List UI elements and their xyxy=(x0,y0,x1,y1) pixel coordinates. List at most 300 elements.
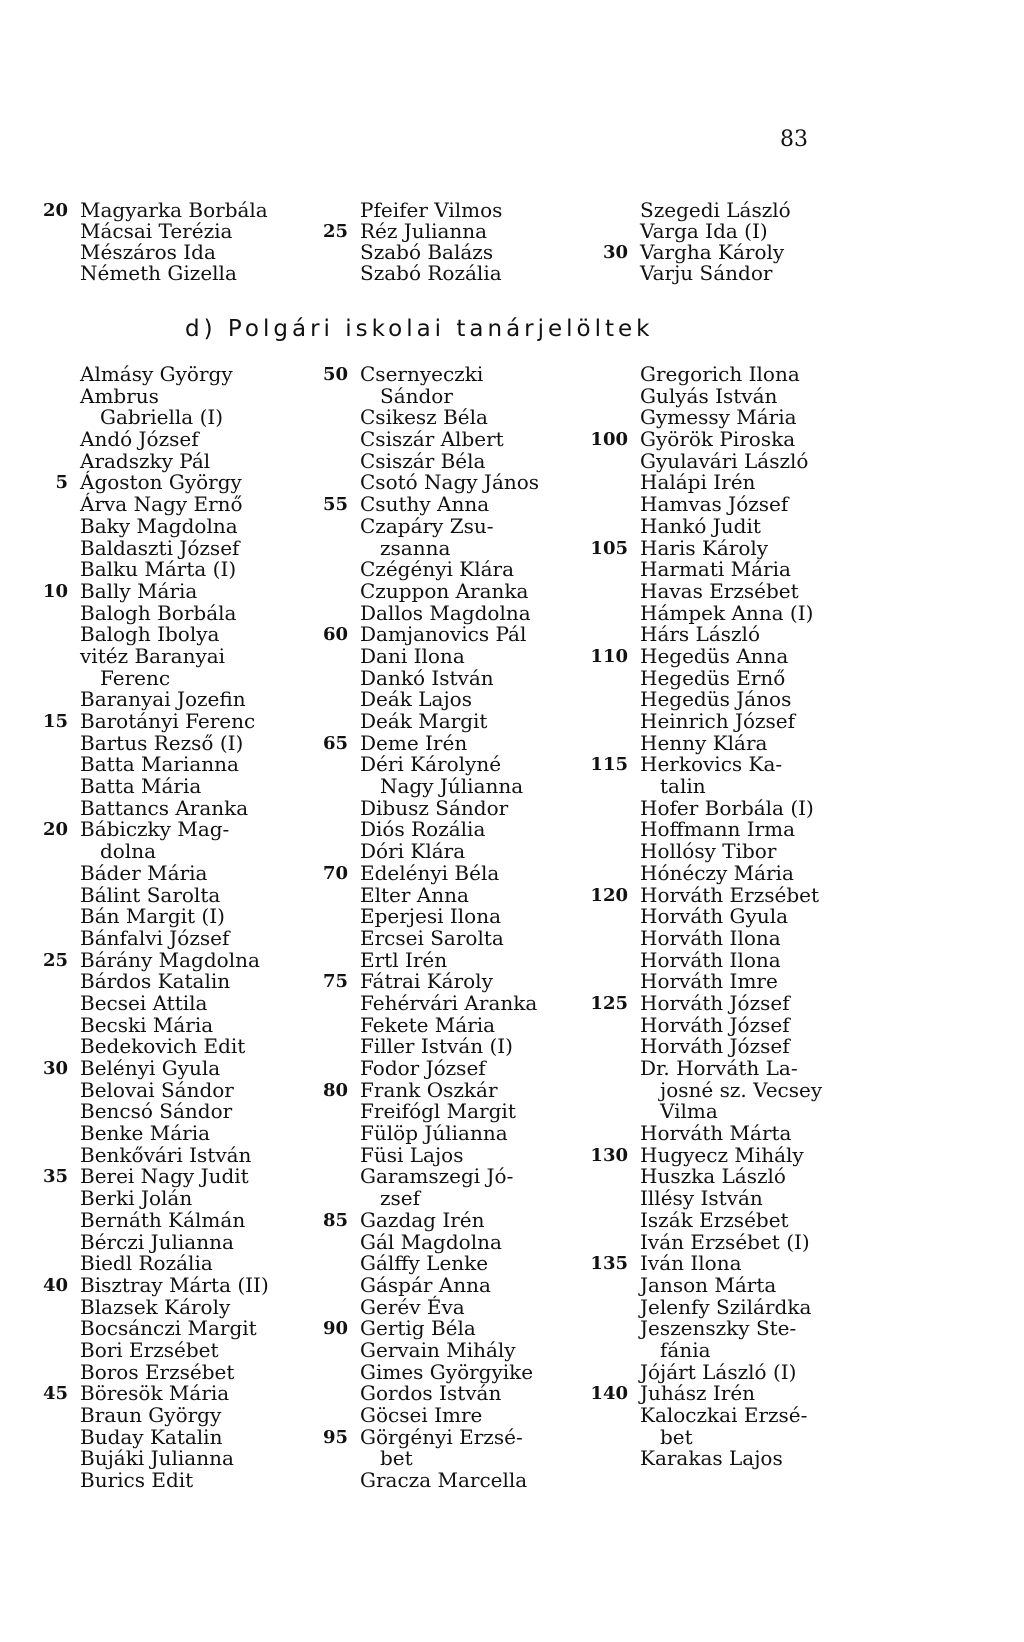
entry-name: Czapáry Zsu- xyxy=(360,513,494,538)
entry-name: Sándor xyxy=(380,383,453,408)
entry-name: Frank Oszkár xyxy=(360,1077,498,1102)
entry-name: Baldaszti József xyxy=(80,535,240,560)
entry-name: Bocsánczi Margit xyxy=(80,1316,257,1341)
entry-number: 80 xyxy=(322,1079,348,1101)
entry-number: 110 xyxy=(590,645,628,667)
list-item xyxy=(640,448,890,473)
candidate-column-3 xyxy=(590,362,890,1471)
entry-name: Battancs Aranka xyxy=(80,795,249,820)
entry-name: Bally Mária xyxy=(80,578,198,603)
entry-name: Edelényi Béla xyxy=(360,860,500,885)
list-item xyxy=(360,1272,600,1297)
list-item xyxy=(80,1337,330,1362)
entry-name: Horváth Ilona xyxy=(640,947,781,972)
entry-name: Balku Márta (I) xyxy=(80,557,237,582)
entry-name: Bori Erzsébet xyxy=(80,1337,219,1362)
entry-name: Hegedüs János xyxy=(640,687,792,712)
entry-name: Hollósy Tibor xyxy=(640,839,777,864)
entry-number: 140 xyxy=(590,1383,628,1405)
list-item xyxy=(590,1251,890,1276)
entry-name: josné sz. Vecsey xyxy=(660,1077,823,1102)
list-item xyxy=(360,1101,600,1123)
entry-name: Gordos István xyxy=(360,1381,502,1406)
entry-name: Bérczi Julianna xyxy=(80,1229,234,1254)
list-item xyxy=(590,1142,890,1167)
list-item xyxy=(80,1188,330,1210)
list-item xyxy=(80,882,330,907)
list-item xyxy=(360,906,600,928)
list-item xyxy=(640,841,890,863)
entry-name: Bárány Magdolna xyxy=(80,947,260,972)
entry-name: Bernáth Kálmán xyxy=(80,1207,246,1232)
list-item xyxy=(360,754,600,776)
list-item xyxy=(80,1077,330,1102)
entry-name: Czégényi Klára xyxy=(360,557,514,582)
list-item xyxy=(360,383,600,408)
list-item xyxy=(590,1381,890,1406)
list-item xyxy=(42,1164,330,1189)
list-item xyxy=(322,1207,600,1232)
list-item xyxy=(590,643,890,668)
list-item xyxy=(360,1123,600,1145)
list-item xyxy=(640,1166,890,1188)
entry-name: Csiszár Béla xyxy=(360,448,486,473)
list-item xyxy=(80,448,330,473)
list-item xyxy=(42,817,330,842)
list-item xyxy=(640,578,890,603)
list-item xyxy=(42,578,330,603)
list-item xyxy=(360,1405,600,1427)
entry-name: Gabriella (I) xyxy=(100,405,224,430)
entry-name: Szabó Rozália xyxy=(360,261,502,285)
list-item xyxy=(360,200,600,221)
entry-number: 120 xyxy=(590,884,628,906)
entry-name: Horváth József xyxy=(640,990,790,1015)
list-item xyxy=(322,362,600,386)
list-item xyxy=(55,470,330,495)
list-item xyxy=(640,1229,890,1254)
entry-number: 95 xyxy=(322,1426,348,1448)
top-column-1 xyxy=(42,198,330,285)
list-item xyxy=(360,925,600,950)
list-item xyxy=(80,494,330,516)
list-item xyxy=(360,407,600,429)
list-item xyxy=(640,559,890,581)
list-item xyxy=(80,643,330,668)
entry-name: Iván Ilona xyxy=(640,1251,742,1276)
entry-name: Görgényi Erzsé- xyxy=(360,1424,523,1449)
entry-name: Varju Sándor xyxy=(640,261,773,285)
list-item xyxy=(640,1101,890,1123)
entry-name: Hegedüs Ernő xyxy=(640,665,786,690)
entry-name: Braun György xyxy=(80,1403,222,1427)
entry-name: Dr. Horváth La- xyxy=(640,1056,798,1080)
list-item xyxy=(80,776,330,798)
list-item xyxy=(640,860,890,885)
entry-number: 15 xyxy=(42,711,68,732)
entry-name: Horváth Márta xyxy=(640,1121,792,1146)
entry-name: Bujáki Julianna xyxy=(80,1446,234,1471)
list-item xyxy=(80,665,330,690)
list-item xyxy=(80,1253,330,1275)
list-item xyxy=(640,819,890,841)
entry-name: Havas Erzsébet xyxy=(640,578,799,603)
list-item xyxy=(322,860,600,885)
entry-number: 30 xyxy=(42,1058,68,1079)
list-item xyxy=(640,1318,890,1340)
list-item xyxy=(80,990,330,1015)
entry-name: Göcsei Imre xyxy=(360,1403,483,1427)
entry-name: Kaloczkai Erzsé- xyxy=(640,1403,808,1427)
list-item xyxy=(80,407,330,429)
list-item xyxy=(80,971,330,993)
entry-name: Gazdag Irén xyxy=(360,1207,485,1232)
list-item xyxy=(360,882,600,907)
list-item xyxy=(360,600,600,625)
entry-name: Gervain Mihály xyxy=(360,1337,516,1362)
entry-name: Fekete Mária xyxy=(360,1012,496,1037)
entry-number: 125 xyxy=(590,992,628,1014)
entry-name: Hoffmann Irma xyxy=(640,817,796,842)
entry-name: Árva Nagy Ernő xyxy=(80,492,243,517)
entry-name: Baky Magdolna xyxy=(80,513,238,538)
entry-name: Berei Nagy Judit xyxy=(80,1164,249,1189)
entry-number: 65 xyxy=(322,732,348,754)
entry-number: 105 xyxy=(590,537,628,559)
entry-name: Andó József xyxy=(80,427,199,452)
list-item xyxy=(360,947,600,972)
list-item xyxy=(640,221,890,242)
entry-name: bet xyxy=(380,1446,413,1471)
list-item xyxy=(80,624,330,646)
list-item xyxy=(360,1253,600,1275)
list-item xyxy=(360,242,600,263)
entry-name: Fátrai Károly xyxy=(360,969,493,994)
list-item xyxy=(640,263,890,284)
entry-name: Balogh Borbála xyxy=(80,600,237,625)
list-item xyxy=(360,819,600,841)
entry-name: Aradszky Pál xyxy=(80,448,211,473)
list-item xyxy=(640,925,890,950)
entry-name: Bencsó Sándor xyxy=(80,1099,233,1124)
entry-name: Dibusz Sándor xyxy=(360,795,509,820)
list-item xyxy=(640,407,890,429)
entry-name: Buday Katalin xyxy=(80,1424,223,1449)
list-item xyxy=(360,1036,600,1058)
list-item xyxy=(360,841,600,863)
list-item xyxy=(360,448,600,473)
entry-name: Dallos Magdolna xyxy=(360,600,531,625)
list-item xyxy=(80,841,330,863)
list-item xyxy=(640,624,890,646)
entry-name: Csernyeczki xyxy=(360,362,484,386)
entry-name: Deme Irén xyxy=(360,730,468,755)
entry-name: Gálffy Lenke xyxy=(360,1251,489,1276)
entry-name: Gulyás István xyxy=(640,383,778,408)
list-item xyxy=(640,1448,890,1470)
entry-name: Bárdos Katalin xyxy=(80,969,231,994)
list-item xyxy=(640,200,890,221)
entry-name: Batta Mária xyxy=(80,774,202,799)
entry-name: Hámpek Anna (I) xyxy=(640,600,814,625)
entry-name: Ágoston György xyxy=(80,470,242,495)
entry-name: Halápi Irén xyxy=(640,470,756,495)
entry-name: Bálint Sarolta xyxy=(80,882,221,907)
list-item xyxy=(360,559,600,581)
entry-name: Benkővári István xyxy=(80,1142,252,1167)
entry-name: Ferenc xyxy=(100,665,171,690)
entry-name: Szabó Balázs xyxy=(360,240,494,264)
list-item xyxy=(80,513,330,538)
list-item xyxy=(80,1036,330,1058)
entry-number: 25 xyxy=(322,221,348,242)
entry-name: Harmati Mária xyxy=(640,557,791,582)
entry-name: Huszka László xyxy=(640,1164,786,1189)
list-item xyxy=(80,429,330,451)
entry-name: Dóri Klára xyxy=(360,839,466,864)
entry-number: 55 xyxy=(322,494,348,516)
entry-name: Ertl Irén xyxy=(360,947,448,972)
list-item xyxy=(80,1207,330,1232)
list-item xyxy=(640,1272,890,1297)
entry-name: Deák Margit xyxy=(360,709,488,733)
entry-number: 60 xyxy=(322,624,348,646)
entry-name: Filler István (I) xyxy=(360,1034,513,1059)
entry-name: vitéz Baranyai xyxy=(80,643,226,668)
list-item xyxy=(80,600,330,625)
entry-number: 90 xyxy=(322,1318,348,1340)
list-item xyxy=(322,622,600,647)
entry-name: Burics Edit xyxy=(80,1468,194,1493)
entry-name: Bedekovich Edit xyxy=(80,1034,246,1059)
list-item xyxy=(80,1359,330,1384)
entry-name: Belovai Sándor xyxy=(80,1077,234,1102)
entry-name: Magyarka Borbála xyxy=(80,198,268,222)
list-item xyxy=(640,689,890,711)
list-item xyxy=(80,364,330,386)
entry-name: Hónéczy Mária xyxy=(640,860,794,885)
list-item xyxy=(640,665,890,690)
list-item xyxy=(80,1294,330,1319)
list-item xyxy=(322,969,600,994)
list-item xyxy=(322,1077,600,1102)
list-item xyxy=(360,578,600,603)
entry-name: Csikesz Béla xyxy=(360,405,488,430)
list-item xyxy=(640,1424,890,1449)
list-item xyxy=(360,472,600,494)
entry-name: Freifógl Margit xyxy=(360,1099,516,1124)
list-item xyxy=(80,1405,330,1427)
list-item xyxy=(360,1359,600,1384)
list-item xyxy=(80,1229,330,1254)
list-item xyxy=(360,1470,600,1492)
list-item xyxy=(80,689,330,711)
list-item xyxy=(640,1405,890,1427)
entry-number: 30 xyxy=(602,242,628,263)
list-item xyxy=(360,795,600,820)
entry-name: Horváth Ilona xyxy=(640,925,781,950)
list-item xyxy=(80,221,330,242)
list-item xyxy=(640,513,890,538)
entry-name: Hofer Borbála (I) xyxy=(640,795,814,820)
list-item xyxy=(640,971,890,993)
entry-name: Fehérvári Aranka xyxy=(360,990,538,1015)
entry-number: 10 xyxy=(42,580,68,602)
list-item xyxy=(640,730,890,755)
entry-name: Mészáros Ida xyxy=(80,240,216,264)
list-item xyxy=(360,1166,600,1188)
list-item xyxy=(42,198,330,222)
entry-name: Bánfalvi József xyxy=(80,925,230,950)
entry-name: Jeszenszky Ste- xyxy=(640,1316,797,1341)
entry-name: Barotányi Ferenc xyxy=(80,709,256,733)
list-item xyxy=(80,795,330,820)
entry-number: 5 xyxy=(55,472,68,494)
list-item xyxy=(640,1337,890,1362)
entry-number: 35 xyxy=(42,1166,68,1188)
list-item xyxy=(42,1381,330,1406)
list-item xyxy=(602,240,890,264)
entry-name: Gerév Éva xyxy=(360,1294,465,1319)
list-item xyxy=(640,1012,890,1037)
entry-name: Györök Piroska xyxy=(640,427,796,452)
candidate-column-2 xyxy=(322,362,600,1493)
entry-number: 130 xyxy=(590,1144,628,1166)
entry-name: dolna xyxy=(100,839,157,864)
list-item xyxy=(80,1318,330,1340)
list-item xyxy=(360,1294,600,1319)
entry-name: Hegedüs Anna xyxy=(640,643,789,668)
entry-name: Gyulavári László xyxy=(640,448,809,473)
entry-number: 70 xyxy=(322,862,348,884)
entry-name: bet xyxy=(660,1424,693,1449)
list-item xyxy=(640,776,890,798)
list-item xyxy=(640,472,890,494)
list-item xyxy=(640,906,890,928)
list-item xyxy=(640,711,890,733)
list-item xyxy=(360,643,600,668)
list-item xyxy=(322,219,600,243)
entry-name: Diós Rozália xyxy=(360,817,486,842)
list-item xyxy=(80,860,330,885)
entry-name: talin xyxy=(660,774,706,799)
entry-number: 20 xyxy=(42,819,68,841)
entry-name: Benke Mária xyxy=(80,1121,211,1146)
list-item xyxy=(640,947,890,972)
list-item xyxy=(80,1012,330,1037)
entry-name: Réz Julianna xyxy=(360,219,488,243)
list-item xyxy=(80,1123,330,1145)
list-item xyxy=(590,535,890,560)
list-item xyxy=(360,776,600,798)
entry-name: Czuppon Aranka xyxy=(360,578,529,603)
entry-name: Gáspár Anna xyxy=(360,1272,491,1297)
top-column-3 xyxy=(602,198,890,285)
entry-name: Fodor József xyxy=(360,1056,486,1080)
entry-name: Jelenfy Szilárdka xyxy=(640,1294,812,1319)
entry-name: Pfeifer Vilmos xyxy=(360,198,503,222)
list-item xyxy=(360,689,600,711)
list-item xyxy=(322,730,600,755)
entry-name: Henny Klára xyxy=(640,730,768,755)
entry-name: Blazsek Károly xyxy=(80,1294,231,1319)
list-item xyxy=(640,1294,890,1319)
list-item xyxy=(80,925,330,950)
list-item xyxy=(360,1448,600,1470)
entry-name: Boros Erzsébet xyxy=(80,1359,235,1384)
entry-name: zsanna xyxy=(380,535,451,560)
entry-number: 75 xyxy=(322,971,348,993)
list-item xyxy=(360,990,600,1015)
entry-name: Bábiczky Mag- xyxy=(80,817,230,842)
list-item xyxy=(360,665,600,690)
list-item xyxy=(80,1448,330,1470)
entry-number: 40 xyxy=(42,1274,68,1296)
entry-name: Horváth Erzsébet xyxy=(640,882,820,907)
list-item xyxy=(590,427,890,452)
entry-name: Iván Erzsébet (I) xyxy=(640,1229,810,1254)
entry-name: Hárs László xyxy=(640,622,760,647)
entry-name: Berki Jolán xyxy=(80,1186,193,1211)
list-item xyxy=(80,242,330,263)
list-item xyxy=(80,906,330,928)
list-item xyxy=(640,383,890,408)
list-item xyxy=(42,947,330,972)
section-heading: d) Polgári iskolai tanárjelöltek xyxy=(185,316,654,342)
list-item xyxy=(322,492,600,517)
list-item xyxy=(640,1058,890,1080)
entry-name: Dani Ilona xyxy=(360,643,465,668)
entry-name: Hugyecz Mihály xyxy=(640,1142,804,1167)
entry-number: 100 xyxy=(590,429,628,451)
entry-name: Eperjesi Ilona xyxy=(360,904,501,929)
entry-name: Iszák Erzsébet xyxy=(640,1207,789,1232)
list-item xyxy=(42,1272,330,1297)
entry-name: Jójárt László (I) xyxy=(640,1359,797,1384)
list-item xyxy=(640,795,890,820)
entry-name: Almásy György xyxy=(80,362,233,386)
list-item xyxy=(80,1470,330,1492)
list-item xyxy=(360,1383,600,1405)
list-item xyxy=(80,559,330,581)
entry-name: Horváth Gyula xyxy=(640,904,789,929)
entry-name: Juhász Irén xyxy=(640,1381,756,1406)
entry-name: Balogh Ibolya xyxy=(80,622,220,647)
entry-name: Baranyai Jozefin xyxy=(80,687,246,712)
list-item xyxy=(360,711,600,733)
list-item xyxy=(360,1058,600,1080)
entry-name: Bán Margit (I) xyxy=(80,904,225,929)
list-item xyxy=(322,1316,600,1341)
list-item xyxy=(360,535,600,560)
entry-name: Vargha Károly xyxy=(640,240,785,264)
list-item xyxy=(42,1056,330,1080)
list-item xyxy=(360,1012,600,1037)
entry-name: Damjanovics Pál xyxy=(360,622,527,647)
list-item xyxy=(80,535,330,560)
entry-name: Bisztray Márta (II) xyxy=(80,1272,269,1297)
list-item xyxy=(640,1077,890,1102)
entry-name: Karakas Lajos xyxy=(640,1446,783,1471)
entry-name: Garamszegi Jó- xyxy=(360,1164,514,1189)
entry-number: 50 xyxy=(322,364,348,385)
entry-name: Szegedi László xyxy=(640,198,791,222)
entry-number: 45 xyxy=(42,1383,68,1405)
entry-name: Janson Márta xyxy=(640,1272,777,1297)
entry-name: Ambrus xyxy=(80,383,159,408)
list-item xyxy=(42,709,330,733)
entry-name: Hamvas József xyxy=(640,492,789,517)
